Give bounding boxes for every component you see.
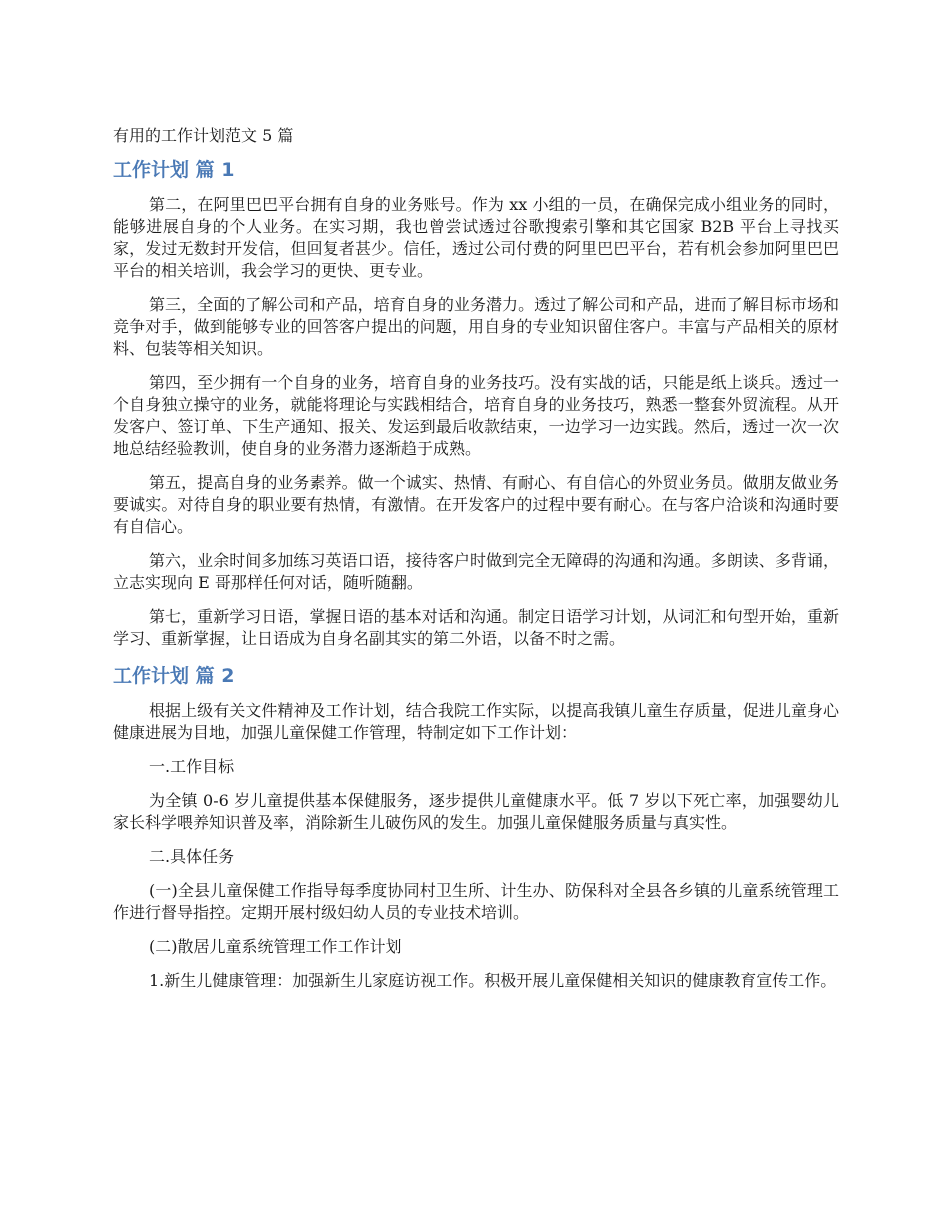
paragraph: 为全镇 0-6 岁儿童提供基本保健服务，逐步提供儿童健康水平。低 7 岁以下死亡率，加强婴幼儿家长科学喂养知识普及率，消除新生儿破伤风的发生。加强儿童保健服务质量与真实性。 bbox=[113, 791, 839, 832]
section-heading: 工作计划 篇 2 bbox=[113, 665, 235, 687]
subheading-specific-tasks: 二.具体任务 bbox=[149, 847, 235, 866]
paragraph: 第二，在阿里巴巴平台拥有自身的业务账号。作为 xx 小组的一员，在确保完成小组业务的同时，能够进展自身的个人业务。在实习期，我也曾尝试透过谷歌搜索引擎和其它国家 B2B 平台上寻找买家，发过无数封开发信，但回复者甚少。信任，透过公司付费的阿里巴巴平台，若有机会参加阿里巴巴平台的相关培训，我会学习的更快、更专业。 bbox=[113, 195, 839, 280]
paragraph: 第五，提高自身的业务素养。做一个诚实、热情、有耐心、有自信心的外贸业务员。做朋友做业务要诚实。对待自身的职业要有热情，有激情。在开发客户的过程中要有耐心。在与客户洽谈和沟通时要有自信心。 bbox=[113, 473, 839, 536]
paragraph: (二)散居儿童系统管理工作工作计划 bbox=[149, 937, 402, 956]
paragraph: 1.新生儿健康管理：加强新生儿家庭访视工作。积极开展儿童保健相关知识的健康教育宣传工作。 bbox=[149, 971, 837, 990]
paragraph: 第七，重新学习日语，掌握日语的基本对话和沟通。制定日语学习计划，从词汇和句型开始，重新学习、重新掌握，让日语成为自身名副其实的第二外语，以备不时之需。 bbox=[113, 607, 839, 648]
document-page bbox=[113, 124, 839, 1004]
section-1 bbox=[113, 156, 839, 650]
section-2 bbox=[113, 662, 839, 992]
paragraph: 第六，业余时间多加练习英语口语，接待客户时做到完全无障碍的沟通和沟通。多朗读、多背诵，立志实现向 E 哥那样任何对话，随听随翻。 bbox=[113, 551, 839, 592]
paragraph: 第三，全面的了解公司和产品，培育自身的业务潜力。透过了解公司和产品，进而了解目标市场和竞争对手，做到能够专业的回答客户提出的问题，用自身的专业知识留住客户。丰富与产品相关的原材料、包装等相关知识。 bbox=[113, 295, 839, 358]
paragraph: 根据上级有关文件精神及工作计划，结合我院工作实际，以提高我镇儿童生存质量，促进儿童身心健康进展为目地，加强儿童保健工作管理，特制定如下工作计划： bbox=[113, 701, 839, 742]
subheading-work-goals: 一.工作目标 bbox=[149, 757, 235, 776]
section-heading: 工作计划 篇 1 bbox=[113, 159, 235, 181]
document-title: 有用的工作计划范文 5 篇 bbox=[113, 126, 294, 145]
paragraph: (一)全县儿童保健工作指导每季度协同村卫生所、计生办、防保科对全县各乡镇的儿童系统管理工作进行督导指控。定期开展村级妇幼人员的专业技术培训。 bbox=[113, 881, 839, 922]
paragraph: 第四，至少拥有一个自身的业务，培育自身的业务技巧。没有实战的话，只能是纸上谈兵。透过一个自身独立操守的业务，就能将理论与实践相结合，培育自身的业务技巧，熟悉一整套外贸流程。从开发客户、签订单、下生产通知、报关、发运到最后收款结束，一边学习一边实践。然后，透过一次一次地总结经验教训，使自身的业务潜力逐渐趋于成熟。 bbox=[113, 373, 839, 458]
